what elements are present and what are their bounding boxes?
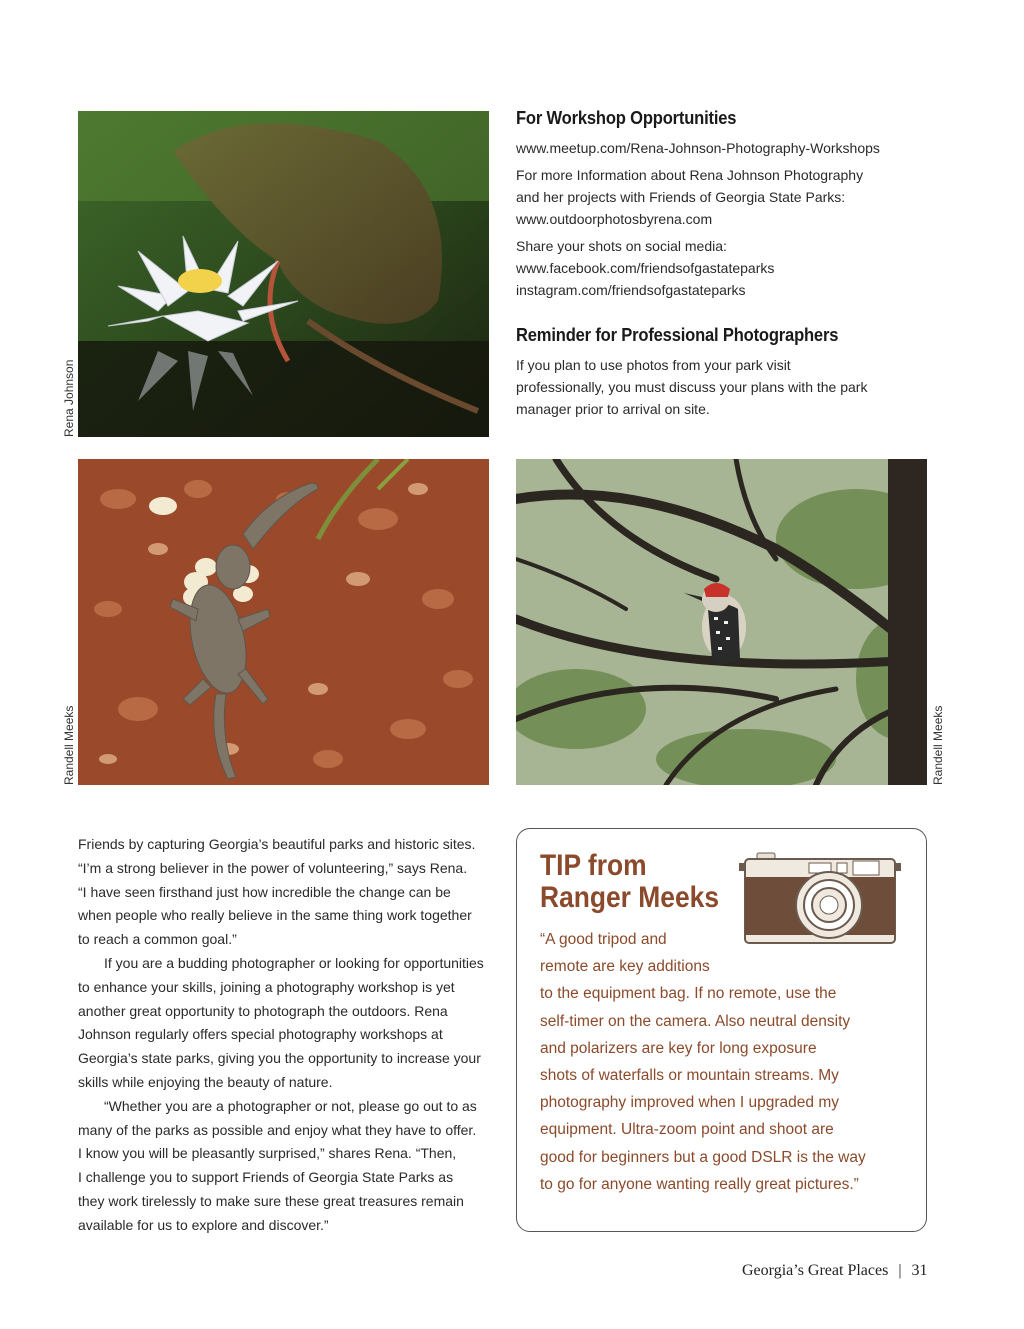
text-line: to reach a common goal.” <box>78 931 237 948</box>
paragraph-2 <box>78 952 498 1095</box>
article-body <box>78 833 498 1238</box>
paragraph-3 <box>78 1095 498 1238</box>
quote-line: photography improved when I upgraded my <box>540 1094 839 1112</box>
water-lily-photo <box>78 111 489 437</box>
quote-line: equipment. Ultra-zoom point and shoot are <box>540 1121 834 1139</box>
quote-line: to go for anyone wanting really great pictures.” <box>540 1175 859 1193</box>
reminder-text <box>516 354 936 420</box>
footer-separator: | <box>898 1262 902 1279</box>
text-line: Friends by capturing Georgia’s beautiful parks and historic sites. <box>78 836 476 852</box>
quote-line: to the equipment bag. If no remote, use the <box>540 985 837 1003</box>
reminder-line: manager prior to arrival on site. <box>516 401 710 417</box>
social-media-info <box>516 235 936 301</box>
text-line: “Whether you are a photographer or not, please go out to as <box>104 1097 477 1114</box>
quote-line: “A good tripod and <box>540 931 667 948</box>
lizard-photo <box>78 459 489 785</box>
text-line: “I’m a strong believer in the power of volunteering,” says Rena. <box>78 859 468 876</box>
text-line: If you are a budding photographer or looking for opportunities <box>104 954 484 971</box>
tip-title <box>540 850 719 914</box>
website-link[interactable]: www.outdoorphotosbyrena.com <box>516 211 713 227</box>
woodpecker-photo <box>516 459 927 785</box>
instagram-link[interactable]: instagram.com/friendsofgastateparks <box>516 282 746 298</box>
text-line: skills while enjoying the beauty of nature. <box>78 1073 333 1090</box>
workshop-url[interactable]: www.meetup.com/Rena-Johnson-Photography-Workshops <box>516 140 880 156</box>
tip-quote <box>540 926 910 1198</box>
text-line: another great opportunity to photograph the outdoors. Rena <box>78 1002 448 1019</box>
page-number: 31 <box>911 1262 928 1279</box>
workshop-heading: For Workshop Opportunities <box>516 108 737 128</box>
quote-line: shots of waterfalls or mountain streams. My <box>540 1067 839 1085</box>
page-footer <box>742 1262 928 1280</box>
photo-credit-woodpecker: Randell Meeks <box>931 705 945 785</box>
info-line: and her projects with Friends of Georgia State Parks: <box>516 189 846 205</box>
text-line: many of the parks as possible and enjoy what they have to offer. <box>78 1121 477 1138</box>
quote-line: good for beginners but a good DSLR is the way <box>540 1148 866 1166</box>
text-line: I challenge you to support Friends of Georgia State Parks as <box>78 1169 454 1186</box>
reminder-line: professionally, you must discuss your plans with the park <box>516 379 868 395</box>
tip-title-line-2: Ranger Meeks <box>540 881 720 914</box>
photography-info <box>516 164 936 230</box>
workshop-info <box>516 137 936 159</box>
info-line: For more Information about Rena Johnson Photography <box>516 167 864 183</box>
reminder-line: If you plan to use photos from your park visit <box>516 357 791 373</box>
quote-line: self-timer on the camera. Also neutral density <box>540 1012 851 1030</box>
quote-line: and polarizers are key for long exposure <box>540 1039 817 1057</box>
text-line: I know you will be pleasantly surprised,” shares Rena. “Then, <box>78 1145 457 1162</box>
facebook-link[interactable]: www.facebook.com/friendsofgastateparks <box>516 260 775 276</box>
reminder-heading: Reminder for Professional Photographers <box>516 325 839 345</box>
text-line: Johnson regularly offers special photography workshops at <box>78 1026 443 1043</box>
publication-name: Georgia’s Great Places <box>742 1262 889 1279</box>
text-line: Georgia’s state parks, giving you the opportunity to increase your <box>78 1050 481 1067</box>
paragraph-1 <box>78 833 498 952</box>
share-line: Share your shots on social media: <box>516 238 727 254</box>
text-line: to enhance your skills, joining a photography workshop is yet <box>78 978 455 995</box>
text-line: “I have seen firsthand just how incredible the change can be <box>78 883 451 900</box>
tip-title-line-1: TIP from <box>540 849 647 882</box>
text-line: when people who really believe in the same thing work together <box>78 907 472 924</box>
quote-line: remote are key additions <box>540 958 710 976</box>
text-line: available for us to explore and discover.” <box>78 1216 329 1233</box>
text-line: they work tirelessly to make sure these great treasures remain <box>78 1192 464 1209</box>
photo-credit-lizard: Randell Meeks <box>62 705 76 785</box>
photo-credit-lily: Rena Johnson <box>62 359 76 437</box>
